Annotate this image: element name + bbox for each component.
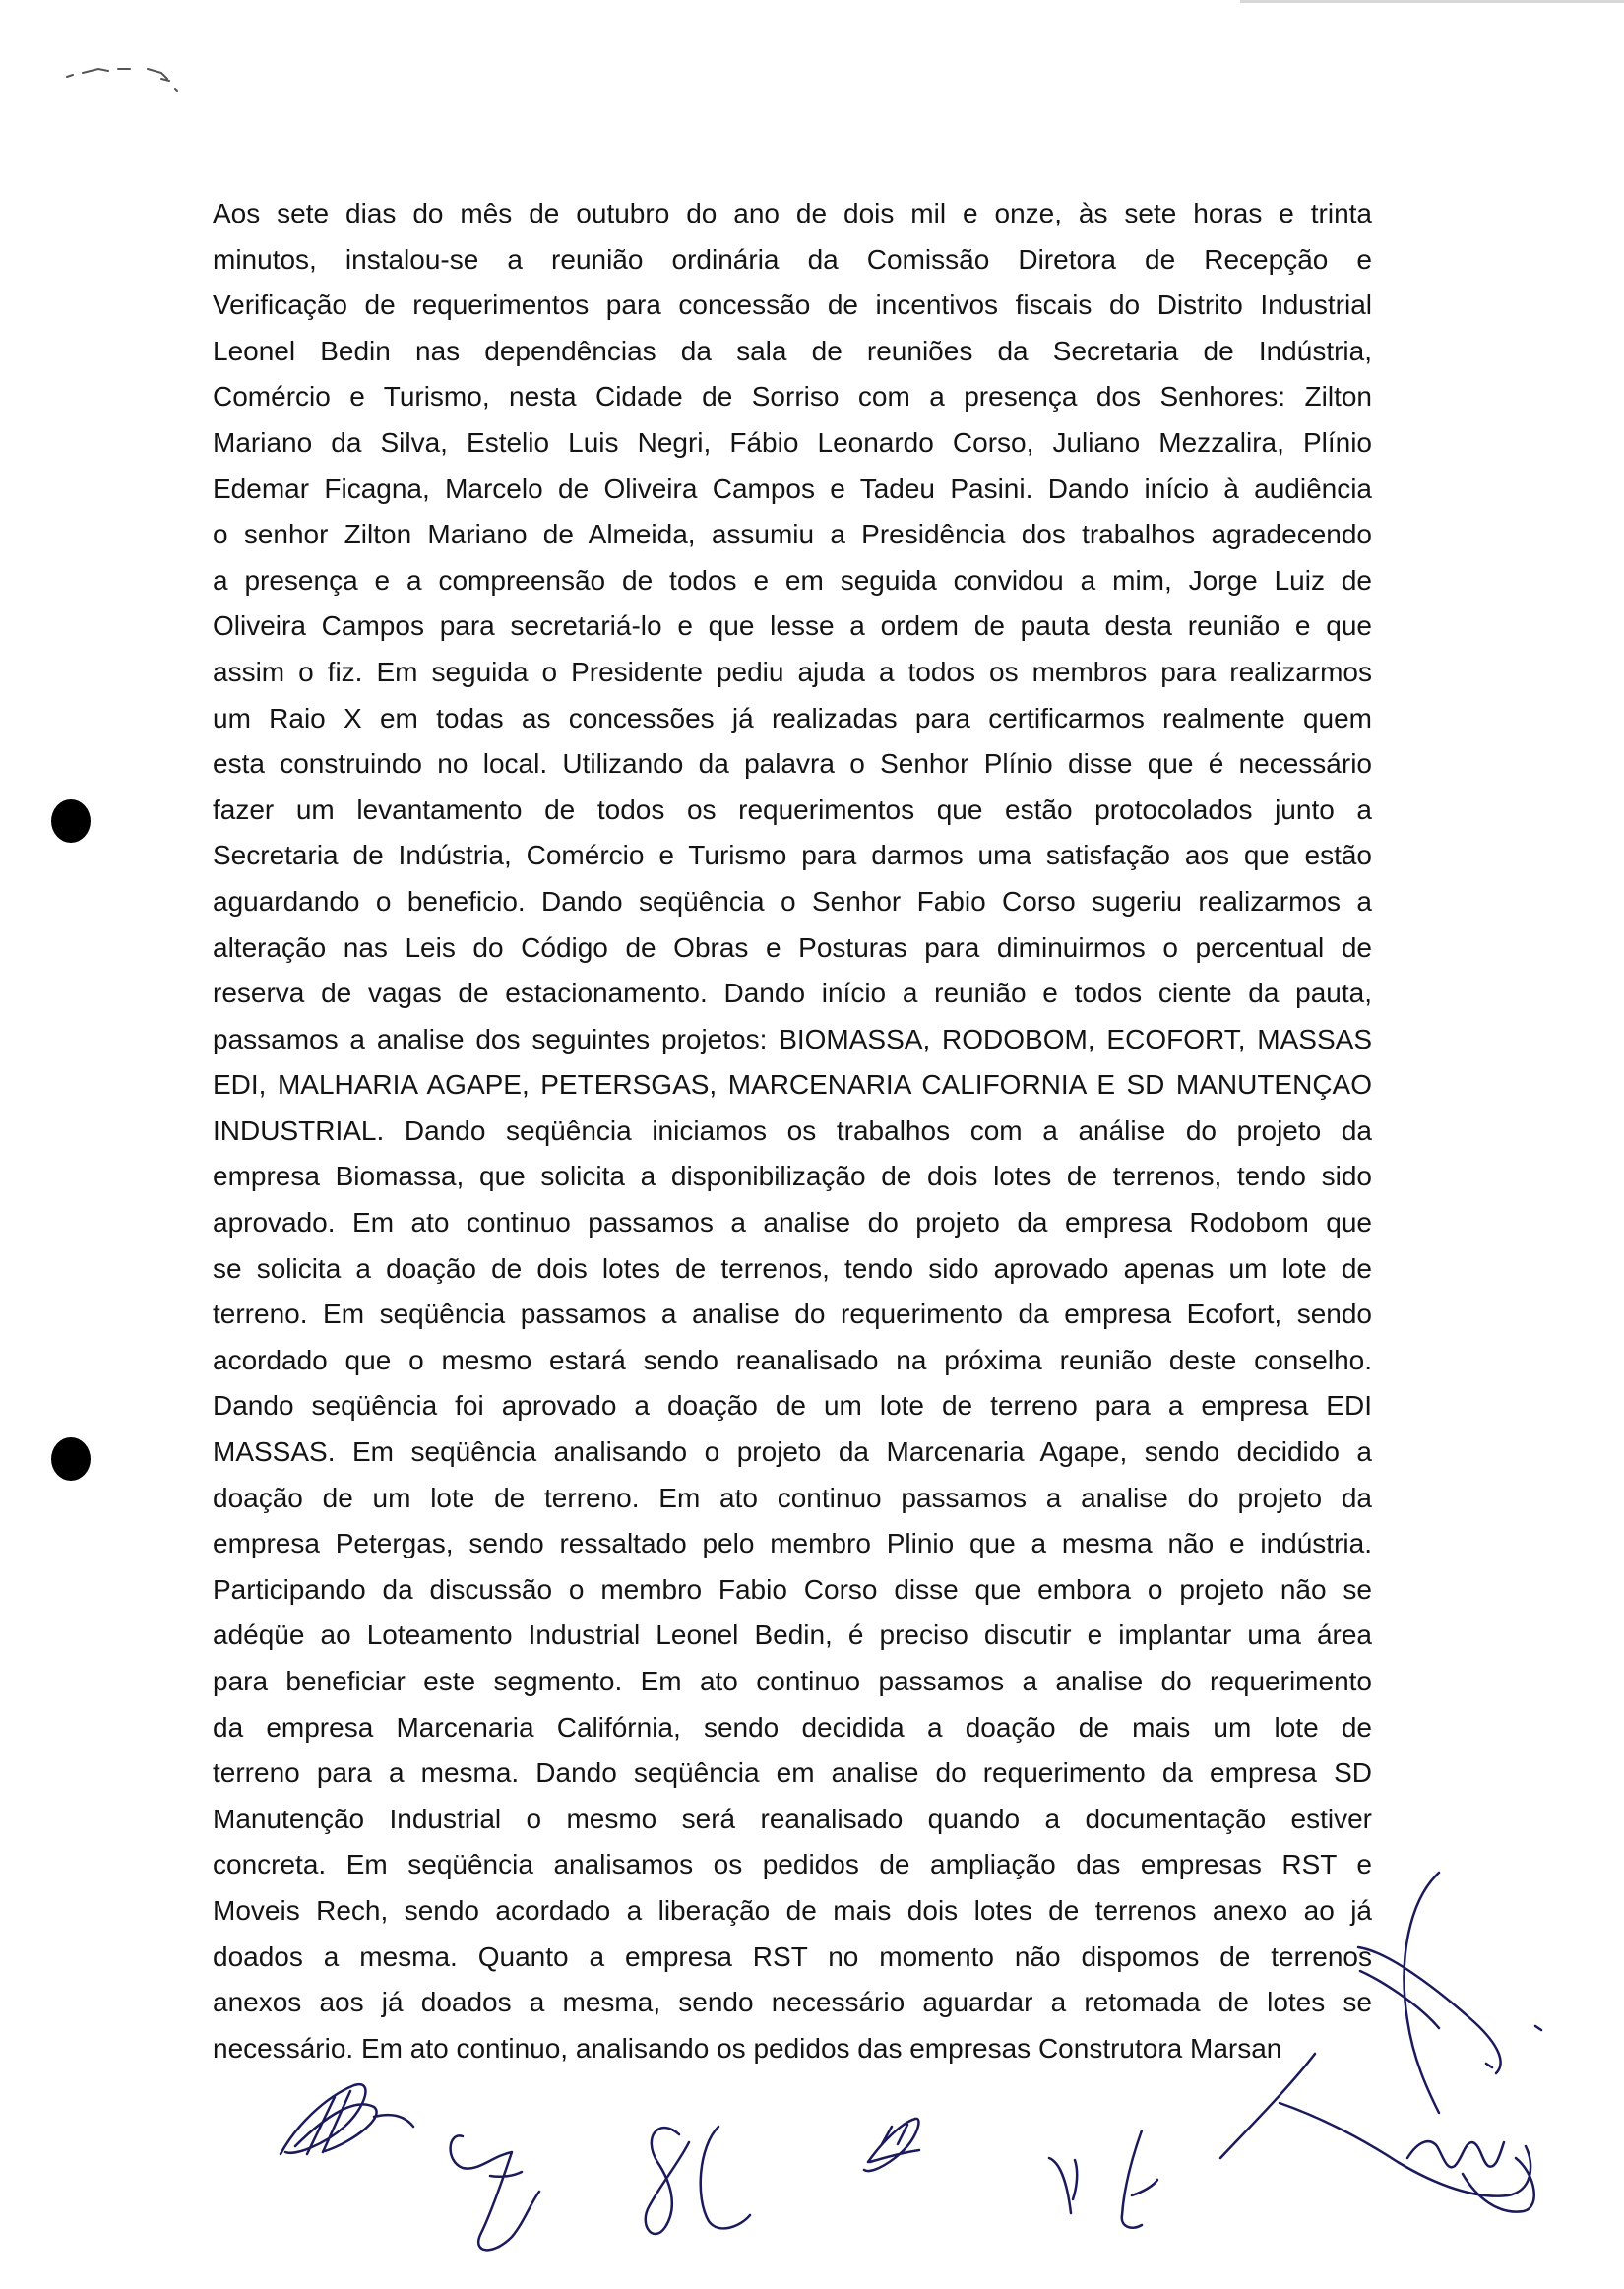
text-line: Manutenção Industrial o mesmo será reanalisado quando a documentação estiver <box>213 1803 1372 1834</box>
text-line: Dando seqüência foi aprovado a doação de um lote de terreno para a empresa EDI <box>213 1390 1372 1422</box>
text-line: reserva de vagas de estacionamento. Dando início a reunião e todos ciente da pauta, <box>213 978 1372 1009</box>
text-line: fazer um levantamento de todos os requerimentos que estão protocolados junto a <box>213 794 1372 825</box>
text-line: o senhor Zilton Mariano de Almeida, assumiu a Presidência dos trabalhos agradecendo <box>213 519 1372 550</box>
text-line: Comércio e Turismo, nesta Cidade de Sorriso com a presença dos Senhores: Zilton <box>213 381 1372 413</box>
text-line: aguardando o beneficio. Dando seqüência o Senhor Fabio Corso sugeriu realizarmos a <box>213 885 1372 917</box>
text-line: terreno para a mesma. Dando seqüência em analise do requerimento da empresa SD <box>213 1757 1372 1789</box>
text-line: Edemar Ficagna, Marcelo de Oliveira Campos e Tadeu Pasini. Dando início à audiência <box>213 473 1372 504</box>
text-line: adéqüe ao Loteamento Industrial Leonel Bedin, é preciso discutir e implantar uma área <box>213 1620 1372 1651</box>
text-line: Verificação de requerimentos para concessão de incentivos fiscais do Distrito Industrial <box>213 289 1372 321</box>
text-line: para beneficiar este segmento. Em ato continuo passamos a analise do requerimento <box>213 1666 1372 1696</box>
punch-hole-lower <box>51 1437 91 1481</box>
text-line: Secretaria de Indústria, Comércio e Turismo para darmos uma satisfação aos que estão <box>213 840 1372 871</box>
text-line: necessário. Em ato continuo, analisando os pedidos das empresas Construtora Marsan <box>213 2032 1282 2064</box>
text-line: passamos a analise dos seguintes projetos: BIOMASSA, RODOBOM, ECOFORT, MASSAS <box>213 1023 1372 1054</box>
text-line: Oliveira Campos para secretariá-lo e que lesse a ordem de pauta desta reunião e que <box>213 610 1372 642</box>
text-line: minutos, instalou-se a reunião ordinária da Comissão Diretora de Recepção e <box>213 243 1372 275</box>
text-line: doação de um lote de terreno. Em ato continuo passamos a analise do projeto da <box>213 1482 1372 1513</box>
text-line: um Raio X em todas as concessões já realizadas para certificarmos realmente quem <box>213 702 1372 733</box>
text-line: concreta. Em seqüência analisamos os pedidos de ampliação das empresas RST e <box>213 1849 1372 1880</box>
text-line: a presença e a compreensão de todos e em seguida convidou a mim, Jorge Luiz de <box>213 564 1372 596</box>
signature-5 <box>1049 2130 1157 2228</box>
text-line: anexos aos já doados a mesma, sendo necessário aguardar a retomada de lotes se <box>213 1987 1372 2018</box>
text-line: aprovado. Em ato continuo passamos a analise do projeto da empresa Rodobom que <box>213 1207 1372 1239</box>
punch-hole-upper <box>51 799 91 843</box>
text-line: esta construindo no local. Utilizando da palavra o Senhor Plínio disse que é necessário <box>213 748 1372 780</box>
text-line: terreno. Em seqüência passamos a analise do requerimento da empresa Ecofort, sendo <box>213 1299 1372 1330</box>
text-line: alteração nas Leis do Código de Obras e Posturas para diminuirmos o percentual de <box>213 931 1372 963</box>
minutes-body-text <box>213 191 1372 2071</box>
text-line: MASSAS. Em seqüência analisando o projeto da Marcenaria Agape, sendo decidido a <box>213 1436 1372 1468</box>
text-line: Moveis Rech, sendo acordado a liberação de mais dois lotes de terrenos anexo ao já <box>213 1894 1372 1926</box>
text-line: Leonel Bedin nas dependências da sala de reuniões da Secretaria de Indústria, <box>213 335 1372 366</box>
signature-1 <box>281 2084 413 2154</box>
text-line: se solicita a doação de dois lotes de terrenos, tendo sido aprovado apenas um lote de <box>213 1252 1372 1284</box>
scan-artifact-mark <box>59 55 197 95</box>
text-line: Aos sete dias do mês de outubro do ano de dois mil e onze, às sete horas e trinta <box>213 198 1372 228</box>
text-line: assim o fiz. Em seguida o Presidente pediu ajuda a todos os membros para realizarmos <box>213 656 1372 687</box>
text-line: acordado que o mesmo estará sendo reanalisado na próxima reunião deste conselho. <box>213 1344 1372 1375</box>
text-line: empresa Biomassa, que solicita a disponibilização de dois lotes de terrenos, tendo sido <box>213 1161 1372 1192</box>
text-line: da empresa Marcenaria Califórnia, sendo decidida a doação de mais um lote de <box>213 1711 1372 1743</box>
signature-3 <box>646 2127 750 2234</box>
text-line: Mariano da Silva, Estelio Luis Negri, Fábio Leonardo Corso, Juliano Mezzalira, Plínio <box>213 426 1372 458</box>
signature-2 <box>451 2135 539 2250</box>
text-line: EDI, MALHARIA AGAPE, PETERSGAS, MARCENARIA CALIFORNIA E SD MANUTENÇAO <box>213 1069 1372 1101</box>
scan-edge-line <box>1240 0 1624 3</box>
text-line: Participando da discussão o membro Fabio Corso disse que embora o projeto não se <box>213 1573 1372 1605</box>
text-line: INDUSTRIAL. Dando seqüência iniciamos os trabalhos com a análise do projeto da <box>213 1114 1372 1146</box>
signature-4 <box>864 2119 919 2171</box>
text-line: empresa Petergas, sendo ressaltado pelo membro Plinio que a mesma não e indústria. <box>213 1528 1372 1559</box>
text-line: doados a mesma. Quanto a empresa RST no momento não dispomos de terrenos <box>213 1940 1372 1972</box>
